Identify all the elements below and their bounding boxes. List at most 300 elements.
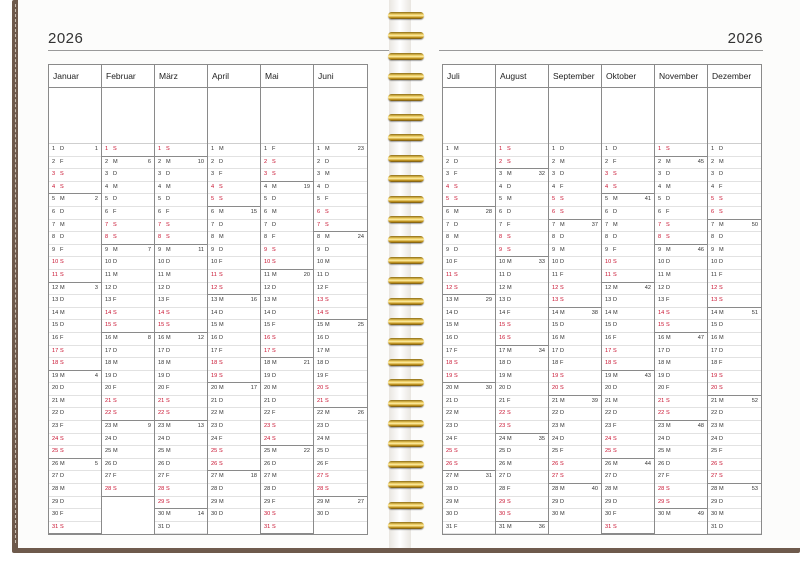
weekday-letter: S (219, 284, 223, 291)
day-number: 11 (446, 271, 452, 278)
day-number: 2 (711, 158, 715, 165)
day-number: 8 (552, 234, 556, 241)
weekday-letter: F (560, 271, 564, 278)
day-row (208, 169, 260, 182)
day-row (549, 194, 601, 207)
day-number: 18 (446, 360, 453, 367)
weekday-letter: F (219, 347, 223, 354)
weekday-letter: M (325, 498, 330, 505)
day-number: 22 (446, 410, 453, 417)
day-row (443, 245, 495, 258)
day-row (208, 446, 260, 459)
day-number: 18 (499, 360, 506, 367)
day-number: 29 (658, 498, 665, 505)
day-row (708, 446, 761, 459)
day-number: 7 (105, 221, 109, 228)
weekday-letter: D (166, 196, 171, 203)
day-row (155, 333, 207, 346)
day-row (549, 320, 601, 333)
day-row (102, 232, 154, 245)
day-row (496, 446, 548, 459)
day-row (102, 346, 154, 359)
weekday-letter: S (719, 385, 723, 392)
weekday-letter: D (613, 410, 618, 417)
day-number: 31 (711, 523, 718, 530)
weekday-letter: D (666, 372, 671, 379)
day-list (655, 143, 707, 533)
day-number: 26 (158, 460, 165, 467)
weekday-letter: S (272, 435, 276, 442)
day-row (549, 421, 601, 434)
weekday-letter: D (719, 322, 724, 329)
week-number: 14 (197, 511, 204, 518)
weekday-letter: M (613, 196, 618, 203)
weekday-letter: D (613, 208, 618, 215)
day-row (314, 471, 367, 484)
day-row (208, 295, 260, 308)
day-number: 24 (658, 435, 665, 442)
weekday-letter: D (507, 183, 512, 190)
day-number: 6 (105, 208, 109, 215)
day-list (549, 143, 601, 533)
month-name: Mai (261, 65, 313, 88)
month-name: September (549, 65, 601, 88)
day-number: 10 (52, 259, 59, 266)
day-row (549, 144, 601, 157)
week-number: 11 (198, 246, 204, 253)
weekday-letter: S (60, 435, 64, 442)
day-number: 14 (499, 309, 506, 316)
weekday-letter: S (60, 523, 64, 530)
day-number: 17 (446, 347, 453, 354)
day-row (655, 194, 707, 207)
weekday-letter: M (719, 397, 724, 404)
month-column (155, 65, 208, 534)
weekday-letter: S (560, 208, 564, 215)
day-number: 15 (499, 322, 506, 329)
day-number: 14 (605, 309, 612, 316)
weekday-letter: M (272, 473, 277, 480)
weekday-letter: M (166, 246, 171, 253)
day-row (549, 169, 601, 182)
day-row (208, 497, 260, 510)
day-number: 27 (446, 473, 453, 480)
day-row (155, 358, 207, 371)
day-number: 6 (711, 208, 715, 215)
day-row (443, 283, 495, 296)
day-row (602, 283, 654, 296)
weekday-letter: D (325, 423, 330, 430)
weekday-letter: D (719, 171, 724, 178)
day-number: 21 (264, 397, 271, 404)
day-row (443, 169, 495, 182)
weekday-letter: F (219, 171, 223, 178)
day-row (443, 434, 495, 447)
day-row (314, 371, 367, 384)
day-list (496, 143, 548, 534)
day-number: 12 (446, 284, 453, 291)
day-number: 10 (658, 259, 665, 266)
day-number: 16 (264, 334, 271, 341)
weekday-letter: S (507, 246, 511, 253)
day-number: 11 (211, 271, 217, 278)
day-row (549, 446, 601, 459)
empty-day-slot (102, 508, 154, 520)
day-row (708, 371, 761, 384)
day-row (496, 471, 548, 484)
day-number: 10 (105, 259, 112, 266)
weekday-letter: S (507, 146, 511, 152)
weekday-letter: D (219, 397, 224, 404)
day-number: 1 (105, 146, 109, 152)
day-row (102, 396, 154, 409)
weekday-letter: D (60, 385, 65, 392)
day-row (443, 484, 495, 497)
weekday-letter: S (613, 360, 617, 367)
day-number: 23 (317, 423, 324, 430)
day-number: 20 (52, 385, 59, 392)
year-label-left: 2026 (48, 30, 84, 47)
day-row (261, 358, 313, 371)
day-number: 26 (499, 460, 506, 467)
weekday-letter: S (560, 460, 564, 467)
weekday-letter: M (666, 360, 671, 367)
weekday-letter: M (613, 372, 618, 379)
day-row (496, 484, 548, 497)
day-number: 11 (52, 271, 58, 278)
weekday-letter: D (113, 171, 118, 178)
day-number: 24 (52, 435, 59, 442)
day-number: 28 (211, 486, 218, 493)
day-number: 24 (264, 435, 271, 442)
day-row (155, 194, 207, 207)
day-number: 3 (499, 171, 503, 178)
day-row (261, 308, 313, 321)
weekday-letter: S (719, 297, 723, 304)
weekday-letter: D (325, 511, 330, 518)
day-number: 30 (552, 511, 559, 518)
day-row (443, 220, 495, 233)
day-row (655, 308, 707, 321)
day-row (314, 194, 367, 207)
weekday-letter: S (219, 460, 223, 467)
month-notes-area (549, 88, 601, 143)
day-row (655, 283, 707, 296)
weekday-letter: M (325, 234, 330, 241)
day-number: 12 (52, 284, 59, 291)
day-number: 24 (499, 435, 506, 442)
weekday-letter: F (613, 158, 617, 165)
weekday-letter: M (113, 158, 118, 165)
day-row (49, 194, 101, 207)
day-row (102, 157, 154, 170)
day-row (208, 308, 260, 321)
day-row (443, 396, 495, 409)
day-number: 10 (605, 259, 612, 266)
day-row (102, 144, 154, 157)
weekday-letter: D (219, 334, 224, 341)
month-name: Juli (443, 65, 495, 88)
day-number: 27 (317, 473, 324, 480)
weekday-letter: M (272, 385, 277, 392)
day-number: 16 (317, 334, 324, 341)
weekday-letter: D (113, 259, 118, 266)
day-number: 24 (211, 435, 218, 442)
day-row (155, 421, 207, 434)
day-row (655, 383, 707, 396)
day-row (261, 421, 313, 434)
day-number: 12 (317, 284, 324, 291)
day-row (155, 484, 207, 497)
day-number: 29 (317, 498, 324, 505)
empty-day-slot (314, 522, 367, 534)
day-number: 23 (711, 423, 718, 430)
day-number: 30 (711, 511, 718, 518)
day-row (602, 421, 654, 434)
weekday-letter: S (719, 473, 723, 480)
day-row (49, 396, 101, 409)
weekday-letter: S (507, 334, 511, 341)
day-row (261, 320, 313, 333)
day-row (655, 421, 707, 434)
weekday-letter: S (454, 360, 458, 367)
day-number: 3 (52, 171, 56, 178)
day-number: 12 (158, 284, 165, 291)
week-number: 47 (697, 334, 704, 341)
day-row (496, 434, 548, 447)
weekday-letter: D (325, 360, 330, 367)
week-number: 19 (303, 183, 310, 190)
weekday-letter: F (613, 246, 617, 253)
day-number: 1 (605, 146, 609, 152)
weekday-letter: D (325, 448, 330, 455)
day-number: 7 (499, 221, 503, 228)
day-number: 25 (264, 448, 271, 455)
weekday-letter: S (272, 334, 276, 341)
day-row (496, 182, 548, 195)
day-number: 18 (52, 360, 59, 367)
day-number: 8 (658, 234, 662, 241)
day-row (261, 446, 313, 459)
weekday-letter: D (560, 171, 565, 178)
month-name: Januar (49, 65, 101, 88)
day-number: 16 (158, 334, 165, 341)
week-number: 21 (303, 360, 310, 367)
day-number: 6 (211, 208, 215, 215)
day-number: 7 (264, 221, 268, 228)
day-row (155, 346, 207, 359)
day-number: 11 (552, 271, 558, 278)
weekday-letter: M (719, 221, 724, 228)
binding-ring (388, 298, 424, 305)
day-row (549, 232, 601, 245)
day-row (155, 232, 207, 245)
day-row (443, 295, 495, 308)
day-row (708, 471, 761, 484)
day-list (102, 143, 154, 531)
weekday-letter: D (613, 146, 618, 152)
year-label-right: 2026 (727, 30, 763, 47)
weekday-letter: F (613, 334, 617, 341)
weekday-letter: S (113, 146, 117, 152)
day-number: 27 (658, 473, 665, 480)
weekday-letter: M (60, 486, 65, 493)
week-number: 42 (644, 284, 651, 291)
day-number: 27 (605, 473, 612, 480)
weekday-letter: S (60, 360, 64, 367)
week-number: 52 (751, 397, 758, 404)
day-row (261, 497, 313, 510)
weekday-letter: S (166, 486, 170, 493)
day-row (496, 358, 548, 371)
day-number: 22 (499, 410, 506, 417)
day-number: 4 (499, 183, 503, 190)
weekday-letter: M (272, 297, 277, 304)
weekday-letter: M (325, 322, 330, 329)
week-number: 49 (697, 511, 704, 518)
weekday-letter: D (272, 397, 277, 404)
weekday-letter: S (272, 158, 276, 165)
day-number: 5 (605, 196, 609, 203)
weekday-letter: S (219, 448, 223, 455)
day-number: 7 (711, 221, 715, 228)
day-number: 21 (552, 397, 559, 404)
month-notes-area (314, 88, 367, 143)
weekday-letter: M (507, 435, 512, 442)
day-row (155, 182, 207, 195)
weekday-letter: S (666, 410, 670, 417)
day-row (314, 396, 367, 409)
weekday-letter: M (507, 347, 512, 354)
weekday-letter: M (113, 448, 118, 455)
weekday-letter: D (560, 259, 565, 266)
weekday-letter: D (666, 460, 671, 467)
day-number: 17 (105, 347, 112, 354)
day-number: 13 (711, 297, 718, 304)
day-row (549, 396, 601, 409)
month-notes-area (261, 88, 313, 143)
day-row (208, 157, 260, 170)
week-number: 20 (303, 271, 310, 278)
weekday-letter: D (325, 246, 330, 253)
weekday-letter: S (454, 271, 458, 278)
weekday-letter: S (507, 410, 511, 417)
weekday-letter: D (719, 259, 724, 266)
weekday-letter: D (60, 322, 65, 329)
week-number: 7 (147, 246, 151, 253)
day-row (655, 471, 707, 484)
weekday-letter: D (613, 234, 618, 241)
day-row (49, 358, 101, 371)
week-number: 53 (751, 486, 758, 493)
day-row (49, 446, 101, 459)
day-number: 1 (317, 146, 321, 152)
week-number: 37 (591, 221, 598, 228)
day-row (602, 484, 654, 497)
day-row (314, 157, 367, 170)
day-number: 6 (264, 208, 268, 215)
day-row (708, 484, 761, 497)
day-number: 4 (158, 183, 162, 190)
weekday-letter: M (719, 423, 724, 430)
day-number: 26 (105, 460, 112, 467)
day-row (314, 346, 367, 359)
day-number: 14 (658, 309, 665, 316)
day-row (443, 383, 495, 396)
day-number: 17 (711, 347, 718, 354)
weekday-letter: S (666, 234, 670, 241)
day-row (602, 144, 654, 157)
weekday-letter: M (507, 196, 512, 203)
month-notes-area (208, 88, 260, 143)
weekday-letter: S (666, 322, 670, 329)
weekday-letter: D (272, 196, 277, 203)
day-number: 29 (605, 498, 612, 505)
day-row (208, 434, 260, 447)
month-column (261, 65, 314, 534)
day-row (443, 232, 495, 245)
day-row (208, 245, 260, 258)
weekday-letter: F (666, 208, 670, 215)
day-row (602, 396, 654, 409)
day-number: 7 (158, 221, 162, 228)
weekday-letter: M (325, 347, 330, 354)
left-page (18, 0, 394, 548)
weekday-letter: M (719, 158, 724, 165)
day-number: 14 (158, 309, 165, 316)
month-column (549, 65, 602, 534)
weekday-letter: M (613, 460, 618, 467)
day-number: 7 (605, 221, 609, 228)
day-row (49, 459, 101, 472)
day-row (443, 308, 495, 321)
day-list (443, 143, 495, 534)
weekday-letter: S (272, 347, 276, 354)
day-number: 16 (658, 334, 665, 341)
day-row (602, 408, 654, 421)
day-row (708, 257, 761, 270)
day-row (708, 220, 761, 233)
day-row (314, 421, 367, 434)
weekday-letter: S (113, 410, 117, 417)
day-number: 26 (605, 460, 612, 467)
month-notes-area (155, 88, 207, 143)
week-number: 9 (147, 423, 151, 430)
day-row (708, 383, 761, 396)
weekday-letter: D (613, 297, 618, 304)
weekday-letter: M (507, 372, 512, 379)
week-number: 28 (485, 208, 492, 215)
day-number: 18 (158, 360, 165, 367)
day-row (708, 497, 761, 510)
day-number: 15 (605, 322, 612, 329)
day-row (314, 207, 367, 220)
day-row (208, 333, 260, 346)
day-number: 23 (605, 423, 612, 430)
day-number: 4 (605, 183, 609, 190)
day-row (549, 497, 601, 510)
day-number: 22 (317, 410, 324, 417)
day-number: 6 (658, 208, 662, 215)
weekday-letter: D (113, 435, 118, 442)
header-rule-left (48, 50, 389, 51)
day-number: 2 (211, 158, 215, 165)
day-row (314, 245, 367, 258)
month-name: Februar (102, 65, 154, 88)
weekday-letter: S (666, 486, 670, 493)
binding-ring (388, 359, 424, 366)
day-number: 1 (499, 146, 503, 152)
